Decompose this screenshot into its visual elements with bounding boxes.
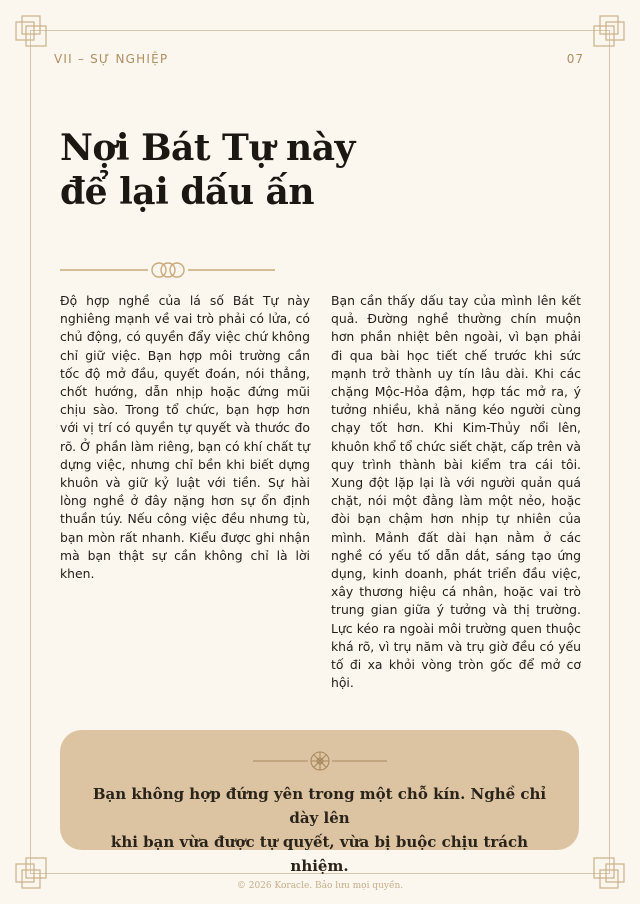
rings-ornament-icon bbox=[60, 259, 275, 281]
corner-ornament-icon bbox=[592, 14, 626, 48]
callout-quote bbox=[80, 782, 559, 878]
lotus-ornament-icon bbox=[253, 750, 387, 772]
callout-box bbox=[60, 730, 579, 875]
body-column-right: Bạn cần thấy dấu tay của mình lên kết quả. Đường nghề thường chín muộn hơn phần nhiệt bên ngoài, vì bạn phải đi qua bài học tiết chế trước khi sức mạnh trở thành uy tín lâu dài. Khi các chặng Mộc-Hỏa đậm, hợp tác mở ra, ý tưởng nhiều, khả năng kéo người cùng chạy tốt hơn. Khi Kim-Thủy nổi lên, khuôn khổ tổ chức siết chặt, cấp trên và quy trình thành bài kiểm tra cái tôi. Xung đột lặp lại là với người quản quá chặt, nói một đằng làm một nẻo, hoặc đòi bạn chậm hơn nhịp tự nhiên của mình. Mảnh đất dài hạn nằm ở các nghề có yếu tố dẫn dắt, sáng tạo ứng dụng, kinh doanh, phát triển đầu việc, xây thương hiệu cá nhân, hoặc vai trò trung gian giữa ý tưởng và thị trường. Lực kéo ra ngoài môi trường quen thuộc khá rõ, vì trụ năm và trụ giờ đều có yếu tố đi xa khỏi vòng tròn gốc để mở cơ hội. bbox=[331, 293, 581, 691]
title-line-2: để lại dấu ấn bbox=[60, 171, 315, 213]
page-title bbox=[60, 126, 480, 214]
callout-line-1: Bạn không hợp đứng yên trong một chỗ kín. Nghề chỉ dày lên bbox=[92, 785, 547, 827]
body-column-left: Độ hợp nghề của lá số Bát Tự này nghiêng mạnh về vai trò phải có lửa, có chủ động, có quyền đẩy việc chứ không chỉ giữ việc. Bạn hợp môi trường cần tốc độ mở đầu, quyết đoán, nói thẳng, chốt hướng, dẫn nhịp hoặc đứng mũi chịu sào. Trong tổ chức, bạn hợp hơn với vị trí có quyền tự quyết và thước đo rõ. Ở phần làm riêng, bạn có khí chất tự dựng việc, nhưng chỉ bền khi biết dựng khuôn và giữ kỷ luật với tiền. Sự hài lòng nghề ở đây nặng hơn sự ổn định thuần túy. Nếu công việc đều nhưng tù, bạn mòn rất nhanh. Kiểu được ghi nhận mà bạn thật sự cần không chỉ là lời khen. bbox=[60, 293, 310, 582]
footer-copyright: © 2026 Koracle. Bảo lưu mọi quyền. bbox=[236, 881, 404, 891]
callout-line-2: khi bạn vừa được tự quyết, vừa bị buộc chịu trách nhiệm. bbox=[110, 833, 529, 875]
page-number: 07 bbox=[566, 52, 584, 66]
title-line-1: Nợi Bát Tự này bbox=[60, 127, 355, 169]
corner-ornament-icon bbox=[14, 14, 48, 48]
section-label: VII – SỰ NGHIỆP bbox=[54, 52, 169, 66]
